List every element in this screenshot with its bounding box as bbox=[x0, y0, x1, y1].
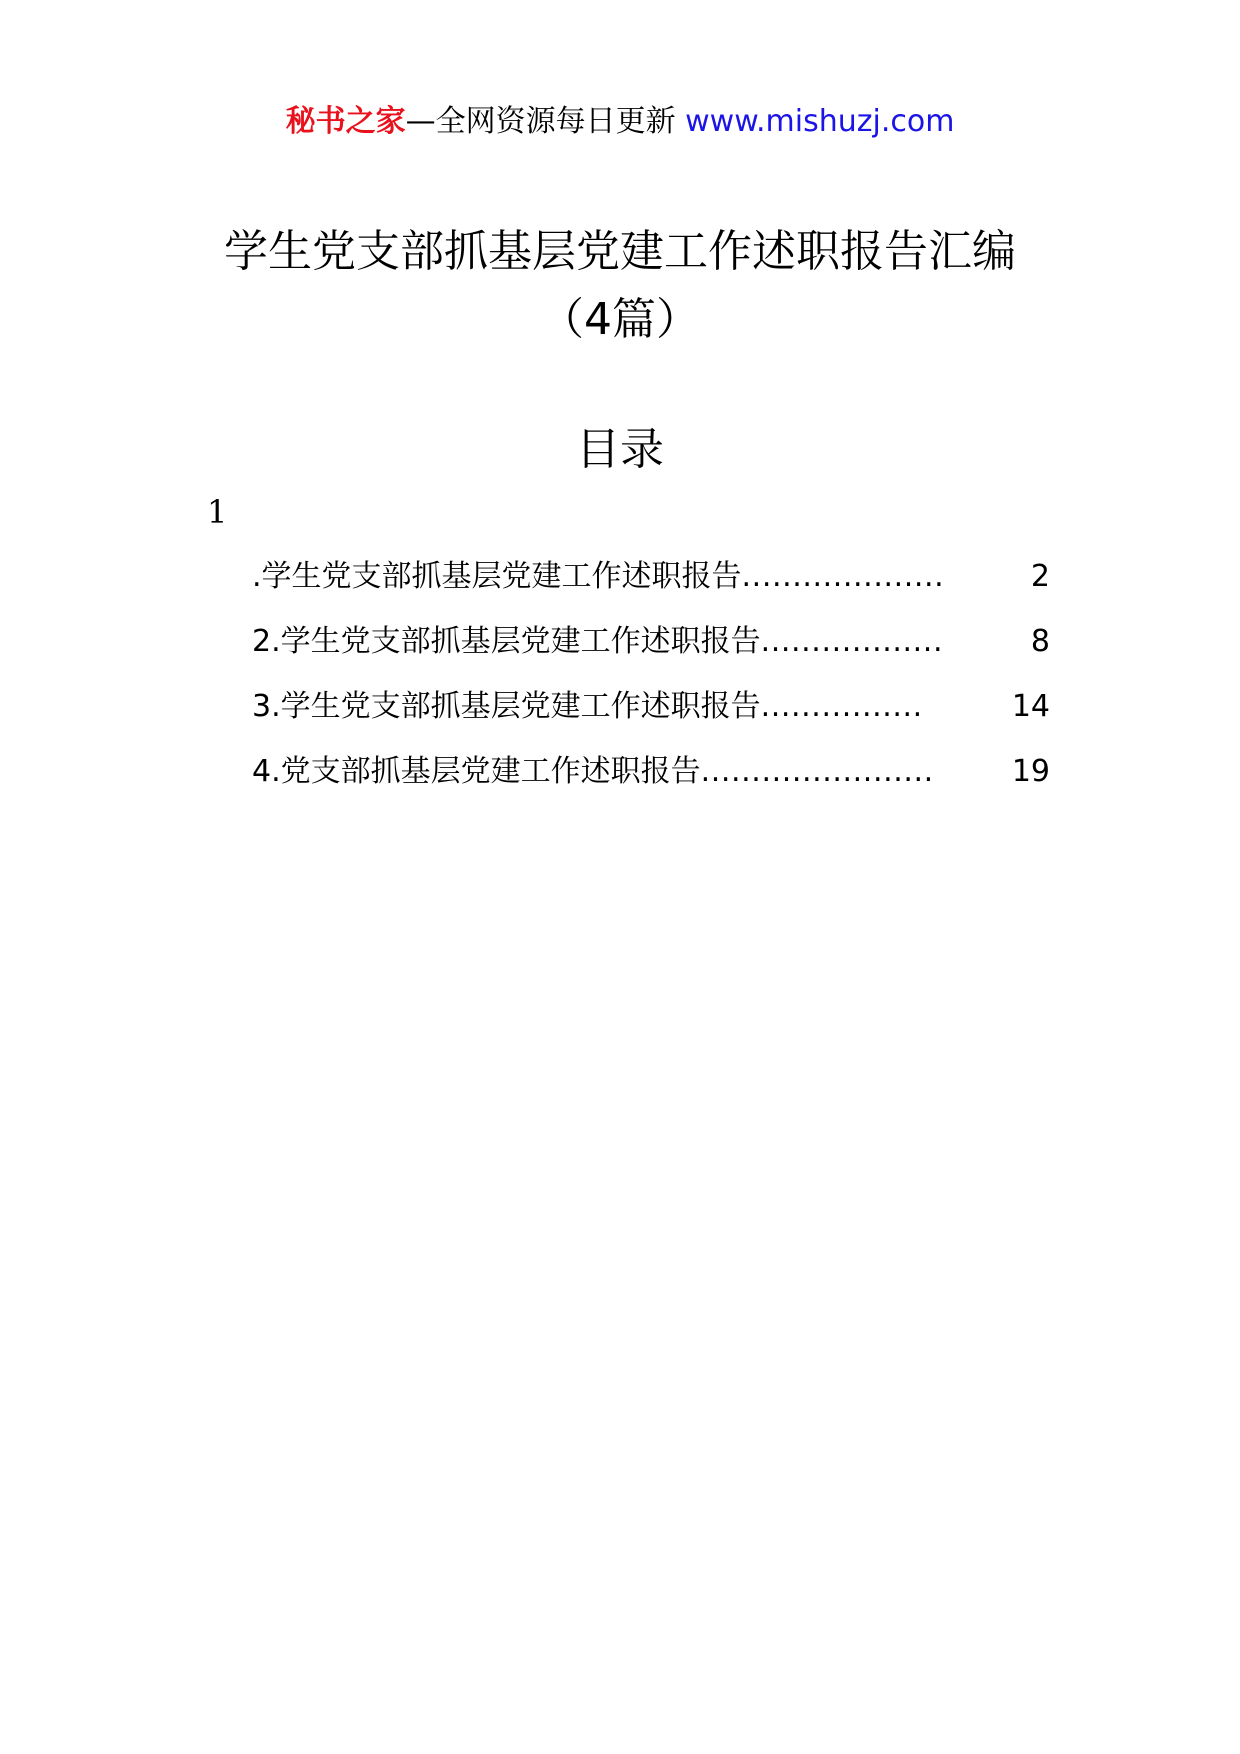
toc-dot-leader: ................ bbox=[760, 689, 923, 724]
site-url-link[interactable]: www.mishuzj.com bbox=[685, 104, 955, 139]
toc-entry-title: 3.学生党支部抓基层党建工作述职报告 bbox=[252, 689, 761, 724]
toc-page-number: 2 bbox=[1030, 559, 1050, 594]
site-brand: 秘书之家 bbox=[285, 104, 406, 139]
toc-entry-title: .学生党支部抓基层党建工作述职报告 bbox=[252, 559, 742, 594]
toc-entry[interactable] bbox=[252, 685, 1050, 750]
toc-dot-leader: ....................... bbox=[700, 754, 934, 789]
toc-entry[interactable] bbox=[252, 750, 1050, 815]
site-header bbox=[0, 100, 1240, 144]
document-subtitle: （4篇） bbox=[540, 294, 700, 345]
toc-page-number: 19 bbox=[1011, 754, 1050, 789]
toc-dot-leader: .................. bbox=[760, 624, 944, 659]
toc-list-marker: 1 bbox=[207, 493, 228, 531]
toc-entry-title: 2.学生党支部抓基层党建工作述职报告 bbox=[252, 624, 761, 659]
toc-dot-leader: .................... bbox=[741, 559, 945, 594]
toc-page-number: 8 bbox=[1030, 624, 1050, 659]
toc-entry[interactable] bbox=[252, 620, 1050, 685]
document-title: 学生党支部抓基层党建工作述职报告汇编 bbox=[224, 226, 1016, 277]
table-of-contents bbox=[252, 555, 1050, 815]
toc-entry[interactable] bbox=[252, 555, 1050, 620]
toc-page-number: 14 bbox=[1011, 689, 1050, 724]
site-tagline: —全网资源每日更新 bbox=[405, 104, 676, 139]
toc-entry-title: 4.党支部抓基层党建工作述职报告 bbox=[252, 754, 701, 789]
toc-heading: 目录 bbox=[576, 424, 664, 475]
